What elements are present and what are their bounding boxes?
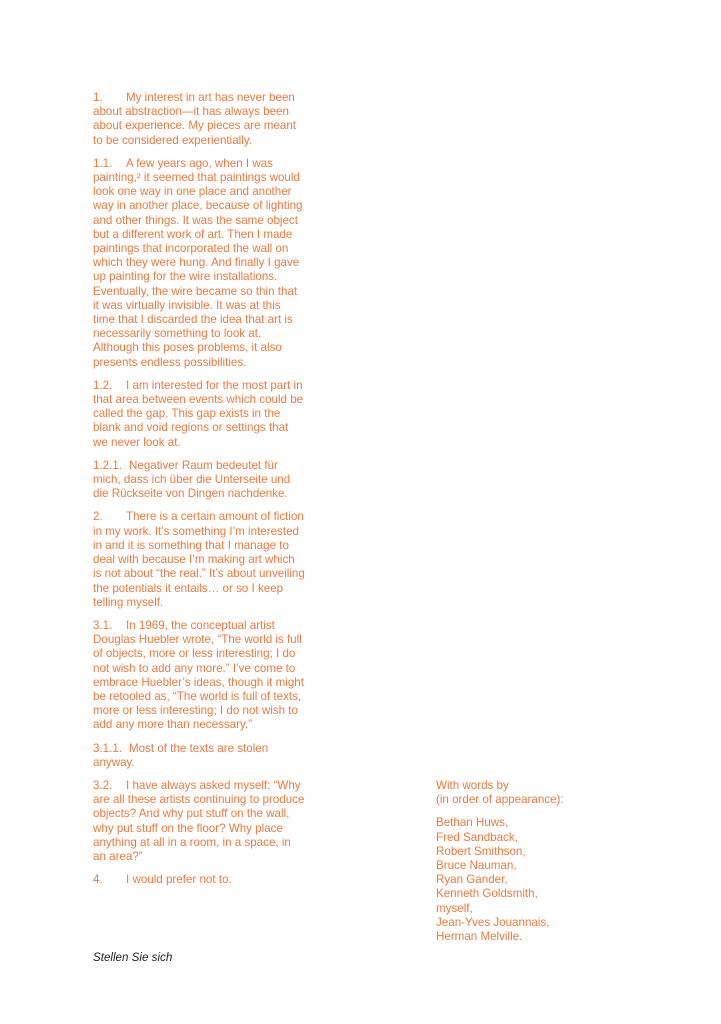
paragraph-text: In 1969, the conceptual artist Douglas Huebler wrote, “The world is full of objects, more or less interesting; I do not wish to add any more.” I’ve come to embrace Huebler’s ideas, though it might be retooled as, “The world is full of texts, more or less interesting; I do not wish to add any more than necessary.”: [93, 618, 304, 732]
credit-name: Herman Melville.: [436, 930, 523, 944]
credit-name: Bethan Huws,: [436, 816, 509, 830]
paragraph-2: [93, 510, 305, 609]
paragraph-1-2: [93, 379, 305, 450]
paragraph-text: I would prefer not to.: [126, 873, 232, 887]
credit-name: Fred Sandback,: [436, 830, 518, 844]
credit-name: Jean-Yves Jouannais,: [436, 915, 550, 929]
credits-names: [436, 816, 656, 944]
paragraph-3-2: [93, 779, 305, 864]
paragraph-number: 3.2.: [93, 778, 113, 792]
paragraph-number: 1.2.: [93, 378, 113, 392]
paragraph-text: Negativer Raum bedeutet für mich, dass ich über die Unterseite und die Rückseite von Dingen nachdenke.: [93, 458, 291, 501]
paragraph-number: 1.1.: [93, 156, 113, 170]
paragraph-number: 3.1.: [93, 618, 113, 632]
paragraph-number: 3.1.1.: [93, 741, 123, 755]
paragraph-number: 1.2.1.: [93, 458, 123, 472]
credits-block: [436, 779, 656, 944]
paragraph-text: I have always asked myself: “Why are all these artists continuing to produce objects? And why put stuff on the wall, why put stuff on the floor? Why place anything at all in a room, in a space, in an area?”: [93, 778, 305, 863]
paragraph-1-2-1: [93, 459, 305, 502]
paragraph-text: Most of the texts are stolen anyway.: [93, 741, 269, 769]
credits-heading-line1: With words by: [436, 779, 509, 792]
credit-name: Robert Smithson,: [436, 844, 526, 858]
paragraph-1: [93, 91, 305, 148]
credit-name: myself,: [436, 901, 473, 915]
paragraph-number: 4.: [93, 873, 103, 887]
paragraph-3-1-1: [93, 742, 305, 770]
credit-name: Kenneth Goldsmith,: [436, 887, 538, 901]
paragraph-number: 2.: [93, 510, 103, 524]
paragraph-text: A few years ago, when I was painting,² it seemed that paintings would look one way in one place and another way in another place, because of lighting and other things. It was the same object but a different work of art. Then I made paintings that incorporated the wall on which they were hung. And finally I gave up painting for the wire installations. Eventually, the wire became so thin that it was virtually invisible. It was at this time that I discarded the idea that art is necessarily something to look at. Although this poses problems, it also presents endless possibilities.: [93, 156, 303, 369]
text-column: [93, 91, 305, 896]
footer-text: Stellen Sie sich: [93, 951, 173, 964]
paragraph-1-1: [93, 157, 305, 370]
paragraph-text: There is a certain amount of fiction in my work. It’s something I’m interested in and it is something that I manage to deal with because I’m making art which is not about “the real.” It’s about unveiling the potentials it entails… or so I keep telling myself.: [93, 510, 305, 609]
credit-name: Ryan Gander,: [436, 873, 508, 887]
paragraph-3-1: [93, 619, 305, 733]
credits-heading-line2: (in order of appearance):: [436, 793, 564, 807]
paragraph-number: 1.: [93, 91, 103, 104]
paragraph-text: I am interested for the most part in that area between events which could be called the gap. This gap exists in the blank and void regions or settings that we never look at.: [93, 378, 304, 449]
paragraph-text: My interest in art has never been about abstraction—it has always been about experience. My pieces are meant to be considered experientially.: [93, 91, 297, 147]
paragraph-4: [93, 873, 305, 887]
credits-heading: [436, 779, 656, 807]
credit-name: Bruce Nauman,: [436, 859, 517, 873]
